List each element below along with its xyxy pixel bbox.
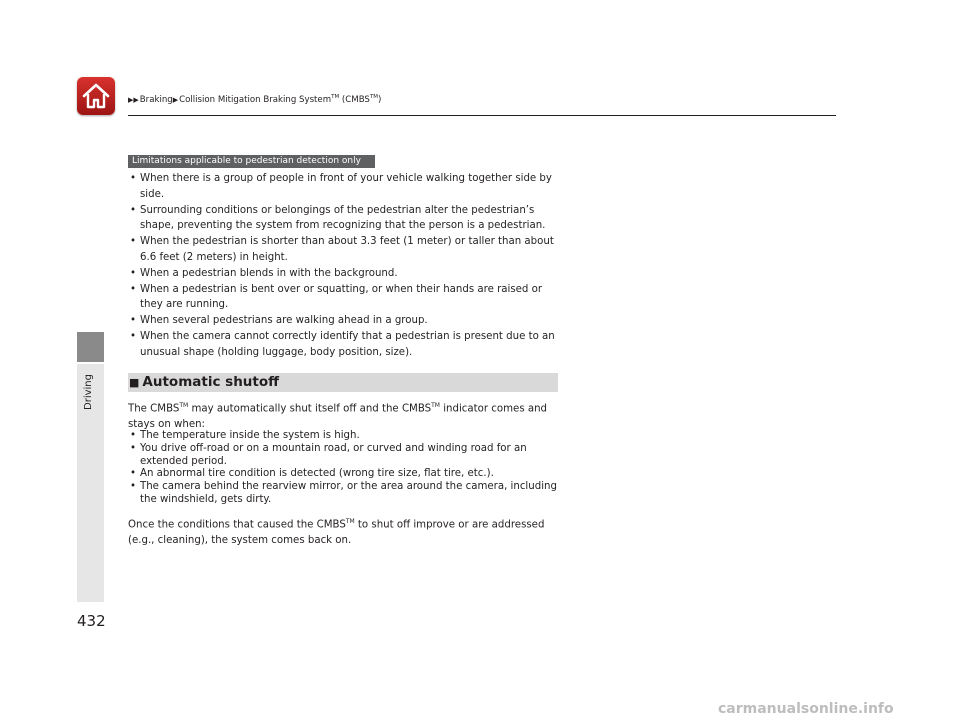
section-marker <box>77 332 104 362</box>
list-item: • Surrounding conditions or belongings of the pedestrian alter the pedestrian’s shape, preventing the system from recognizing that the person is a pedestrian. <box>128 203 568 235</box>
breadcrumb-cmbs-link[interactable]: Collision Mitigation Braking System™ (CMBS™) <box>179 94 382 105</box>
list-item: • When a pedestrian blends in with the background. <box>128 266 568 282</box>
heading-square-icon: ■ <box>129 376 140 389</box>
watermark: carmanualsonline.info <box>718 701 894 717</box>
breadcrumb <box>128 94 381 105</box>
list-item: • You drive off-road or on a mountain road, or curved and winding road for an extended period. <box>128 443 568 469</box>
list-item: • When several pedestrians are walking ahead in a group. <box>128 313 568 329</box>
breadcrumb-braking-link[interactable]: Braking <box>139 94 173 105</box>
shutoff-conditions-list <box>128 430 568 507</box>
list-item: • When the pedestrian is shorter than about 3.3 feet (1 meter) or taller than about 6.6 feet (2 meters) in height. <box>128 234 568 266</box>
pedestrian-limitations-tag: Limitations applicable to pedestrian detection only <box>128 155 375 168</box>
home-icon <box>82 83 110 109</box>
list-item: • When a pedestrian is bent over or squatting, or when their hands are raised or they are running. <box>128 282 568 314</box>
list-item: • When there is a group of people in front of your vehicle walking together side by side. <box>128 171 568 203</box>
shutoff-outro: Once the conditions that caused the CMBS™ to shut off improve or are addressed (e.g., cleaning), the system comes back on. <box>128 518 545 547</box>
shutoff-intro: The CMBS™ may automatically shut itself off and the CMBS™ indicator comes and stays on when: <box>128 402 548 431</box>
list-item: • The camera behind the rearview mirror, or the area around the camera, including the windshield, gets dirty. <box>128 481 568 507</box>
automatic-shutoff-heading: ■ Automatic shutoff <box>128 373 558 392</box>
list-item: • The temperature inside the system is high. <box>128 430 568 443</box>
pedestrian-limitations-list <box>128 171 568 361</box>
breadcrumb-arrow-icon: ▶ <box>172 95 179 104</box>
header-divider <box>128 115 836 116</box>
section-label: Driving <box>83 374 94 410</box>
list-item: • An abnormal tire condition is detected (wrong tire size, flat tire, etc.). <box>128 468 568 481</box>
list-item: • When the camera cannot correctly identify that a pedestrian is present due to an unusual shape (holding luggage, body position, size). <box>128 329 568 361</box>
breadcrumb-arrow-icon: ▶▶ <box>128 95 139 104</box>
home-button[interactable] <box>77 77 115 115</box>
page-number: 432 <box>77 612 106 630</box>
